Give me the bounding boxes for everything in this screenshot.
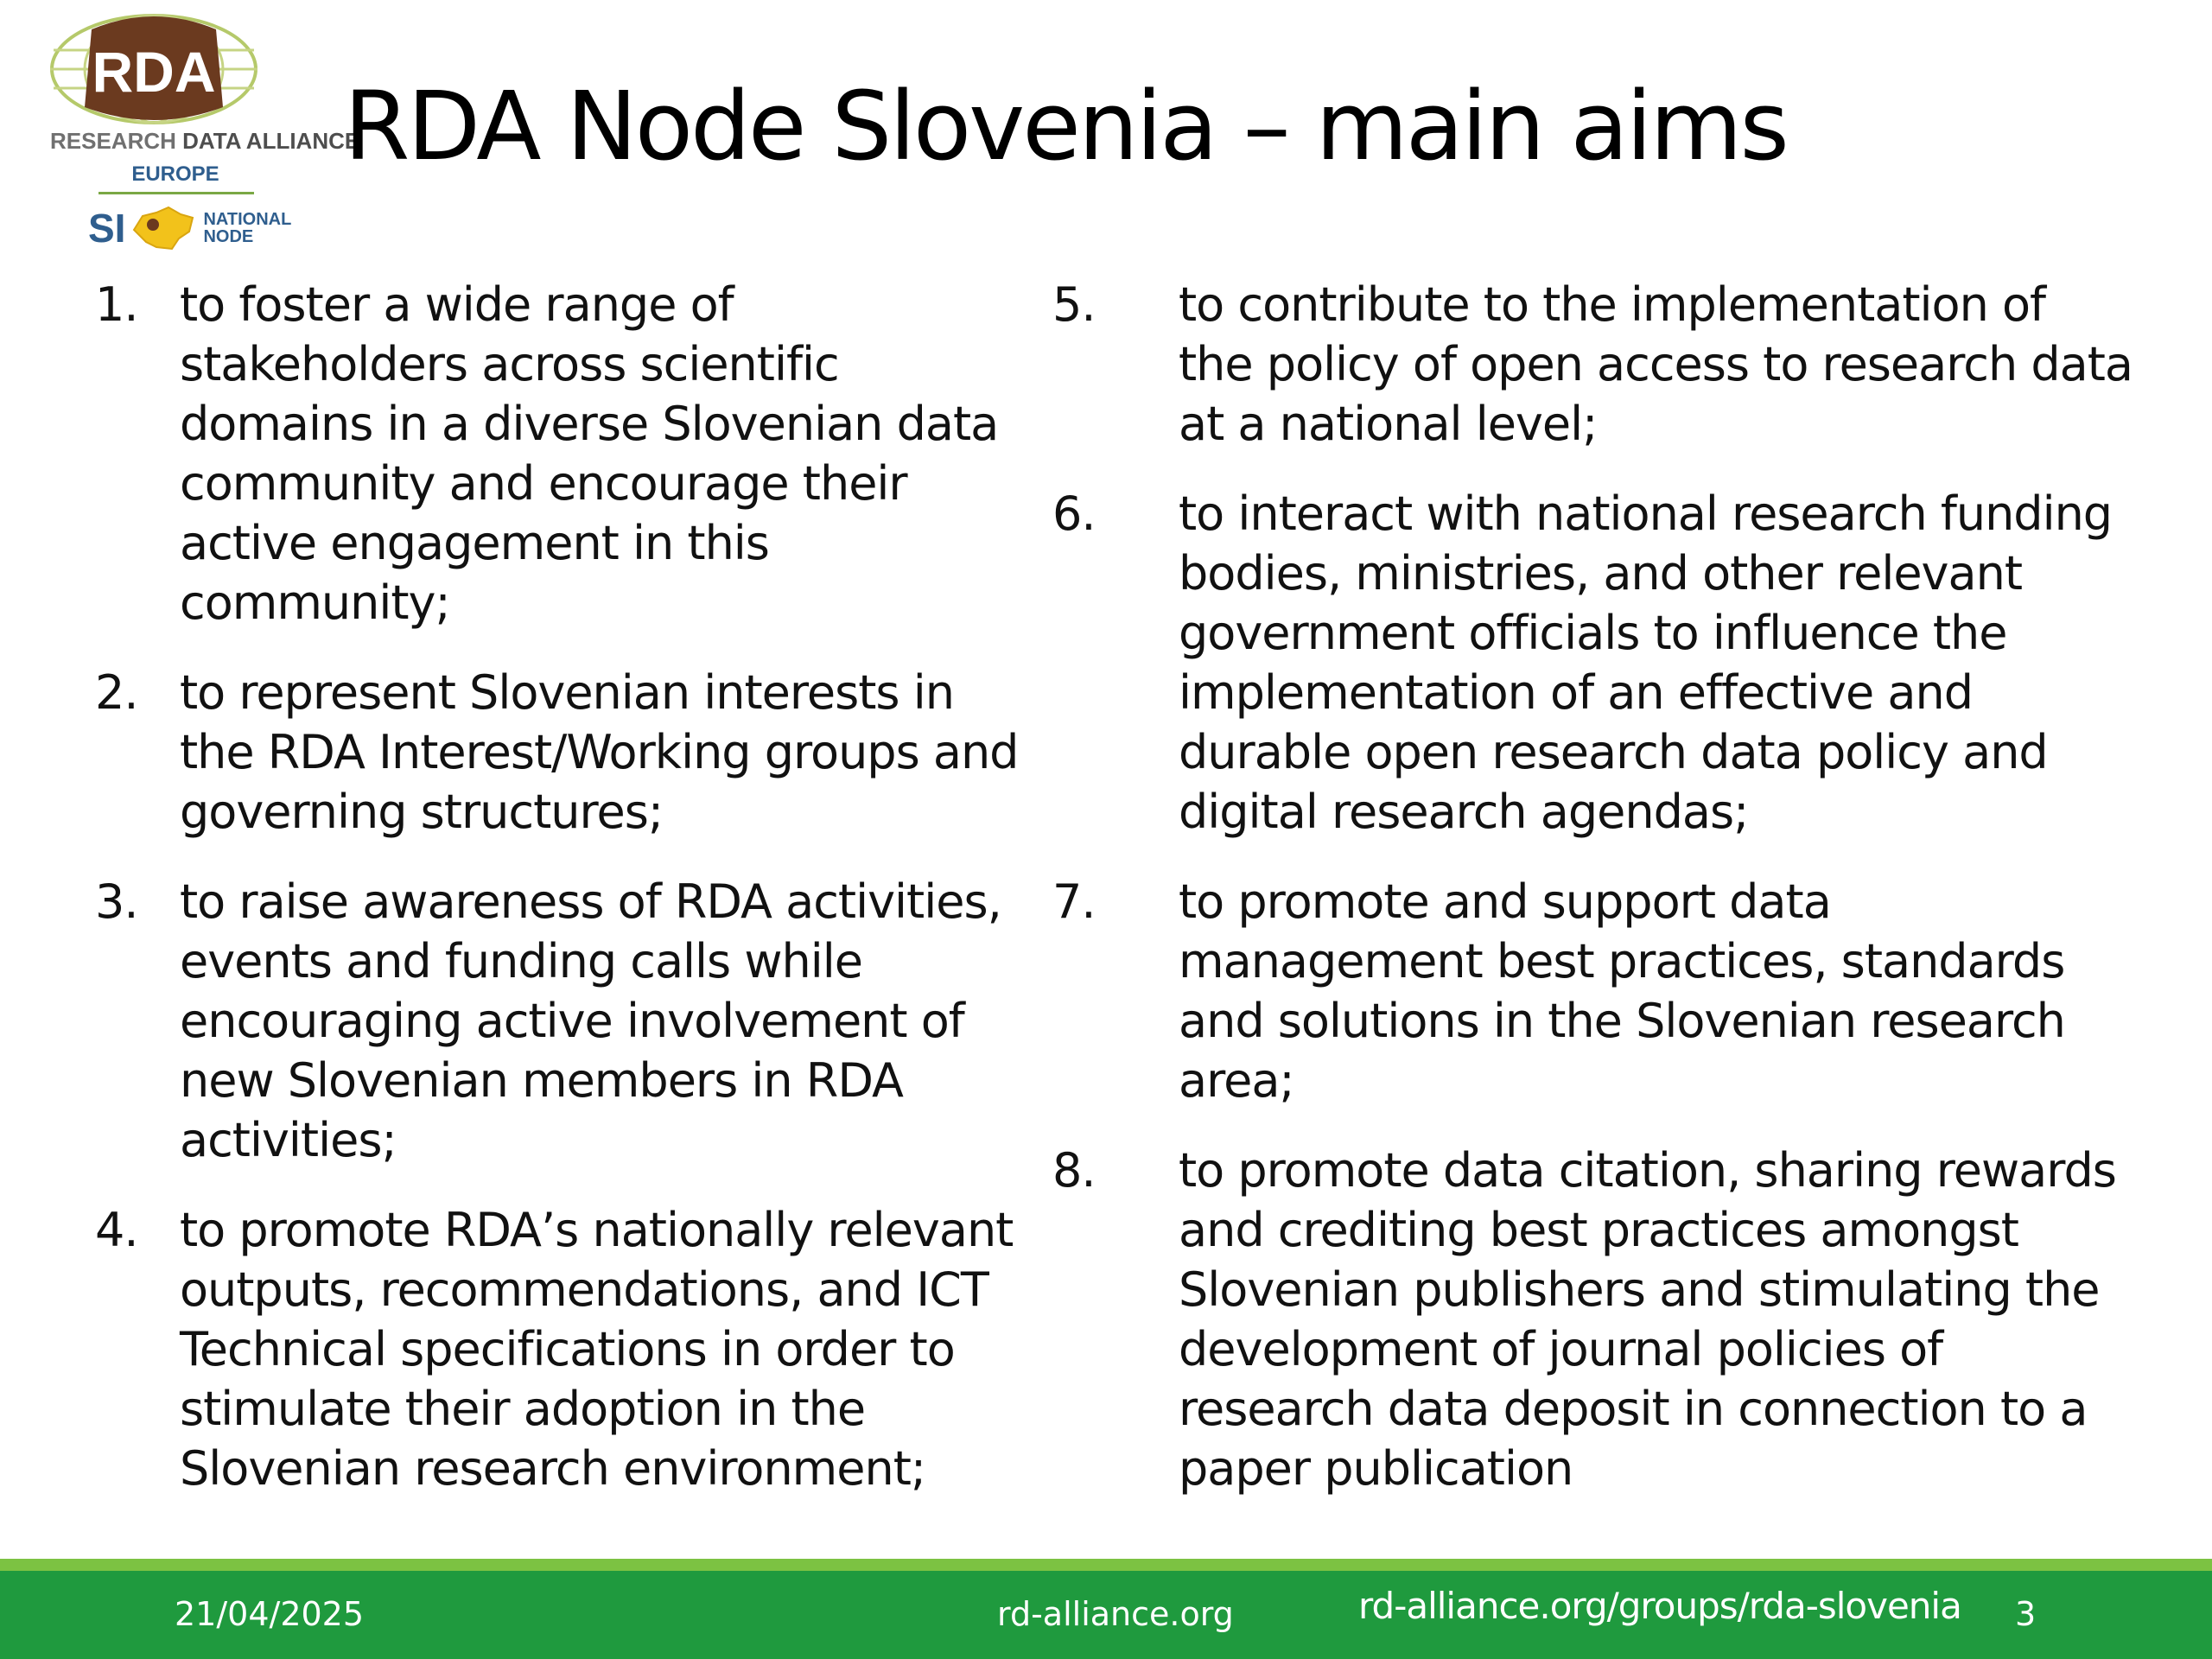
aims-list-left: [95, 275, 1028, 1529]
item-number: 1.: [95, 277, 138, 332]
list-item: [1052, 872, 2133, 1110]
aims-list-right: [1052, 275, 2133, 1529]
item-number: 7.: [1052, 874, 1096, 929]
page-title: RDA Node Slovenia – main aims: [344, 71, 1787, 181]
list-item: [95, 663, 1028, 842]
rda-europe-logo: [50, 12, 360, 251]
footer-accent-stripe: [0, 1559, 2212, 1571]
globe-icon: [50, 12, 301, 133]
item-number: 3.: [95, 874, 138, 929]
item-text: to raise awareness of RDA activities, events and funding calls while encouraging active involvement of new Slovenian members in RDA activities;: [180, 874, 1001, 1167]
item-number: 4.: [95, 1203, 138, 1257]
node-label: NATIONAL NODE: [203, 210, 291, 246]
list-item: [95, 872, 1028, 1170]
item-text: to interact with national research funding bodies, ministries, and other relevant government officials to influence the implementation of an effective and durable open research data policy and digital research agendas;: [1179, 486, 2113, 839]
item-number: 5.: [1052, 277, 1096, 332]
item-number: 8.: [1052, 1143, 1096, 1198]
item-text: to represent Slovenian interests in the RDA Interest/Working groups and governing structures;: [180, 665, 1019, 839]
list-item: [1052, 275, 2133, 454]
item-text: to contribute to the implementation of the policy of open access to research data at a national level;: [1179, 277, 2133, 451]
list-item: [95, 1200, 1028, 1498]
logo-tagline: [50, 128, 360, 155]
item-text: to promote and support data management best practices, standards and solutions in the Slovenian research area;: [1179, 874, 2065, 1108]
item-text: to foster a wide range of stakeholders across scientific domains in a diverse Slovenian data community and encourage their active engagement in this community;: [180, 277, 999, 630]
logo-mark: RDA: [92, 40, 216, 104]
item-text: to promote data citation, sharing rewards and crediting best practices amongst Slovenian publishers and stimulating the development of journal policies of research data deposit in connection to a paper publication: [1179, 1143, 2116, 1496]
logo-tagline-light: RESEARCH: [50, 128, 183, 154]
list-item: [1052, 1141, 2133, 1498]
list-item: [1052, 484, 2133, 842]
node-code: SI: [88, 206, 126, 251]
list-item: [95, 275, 1028, 632]
item-number: 6.: [1052, 486, 1096, 541]
item-text: to promote RDA’s nationally relevant outputs, recommendations, and ICT Technical specifications in order to stimulate their adoption in the Slovenian research environment;: [180, 1203, 1014, 1496]
logo-divider: [99, 192, 254, 194]
page-number: 3: [2015, 1595, 2037, 1633]
footer-group-link[interactable]: rd-alliance.org/groups/rda-slovenia: [1358, 1585, 1961, 1627]
footer-site-link[interactable]: rd-alliance.org: [997, 1595, 1234, 1633]
logo-region: EUROPE: [131, 162, 219, 186]
slovenia-map-icon: [130, 204, 196, 252]
logo-tagline-bold: DATA ALLIANCE: [182, 128, 360, 154]
item-number: 2.: [95, 665, 138, 720]
national-node-badge: [88, 200, 291, 256]
footer-date: 21/04/2025: [175, 1595, 365, 1633]
